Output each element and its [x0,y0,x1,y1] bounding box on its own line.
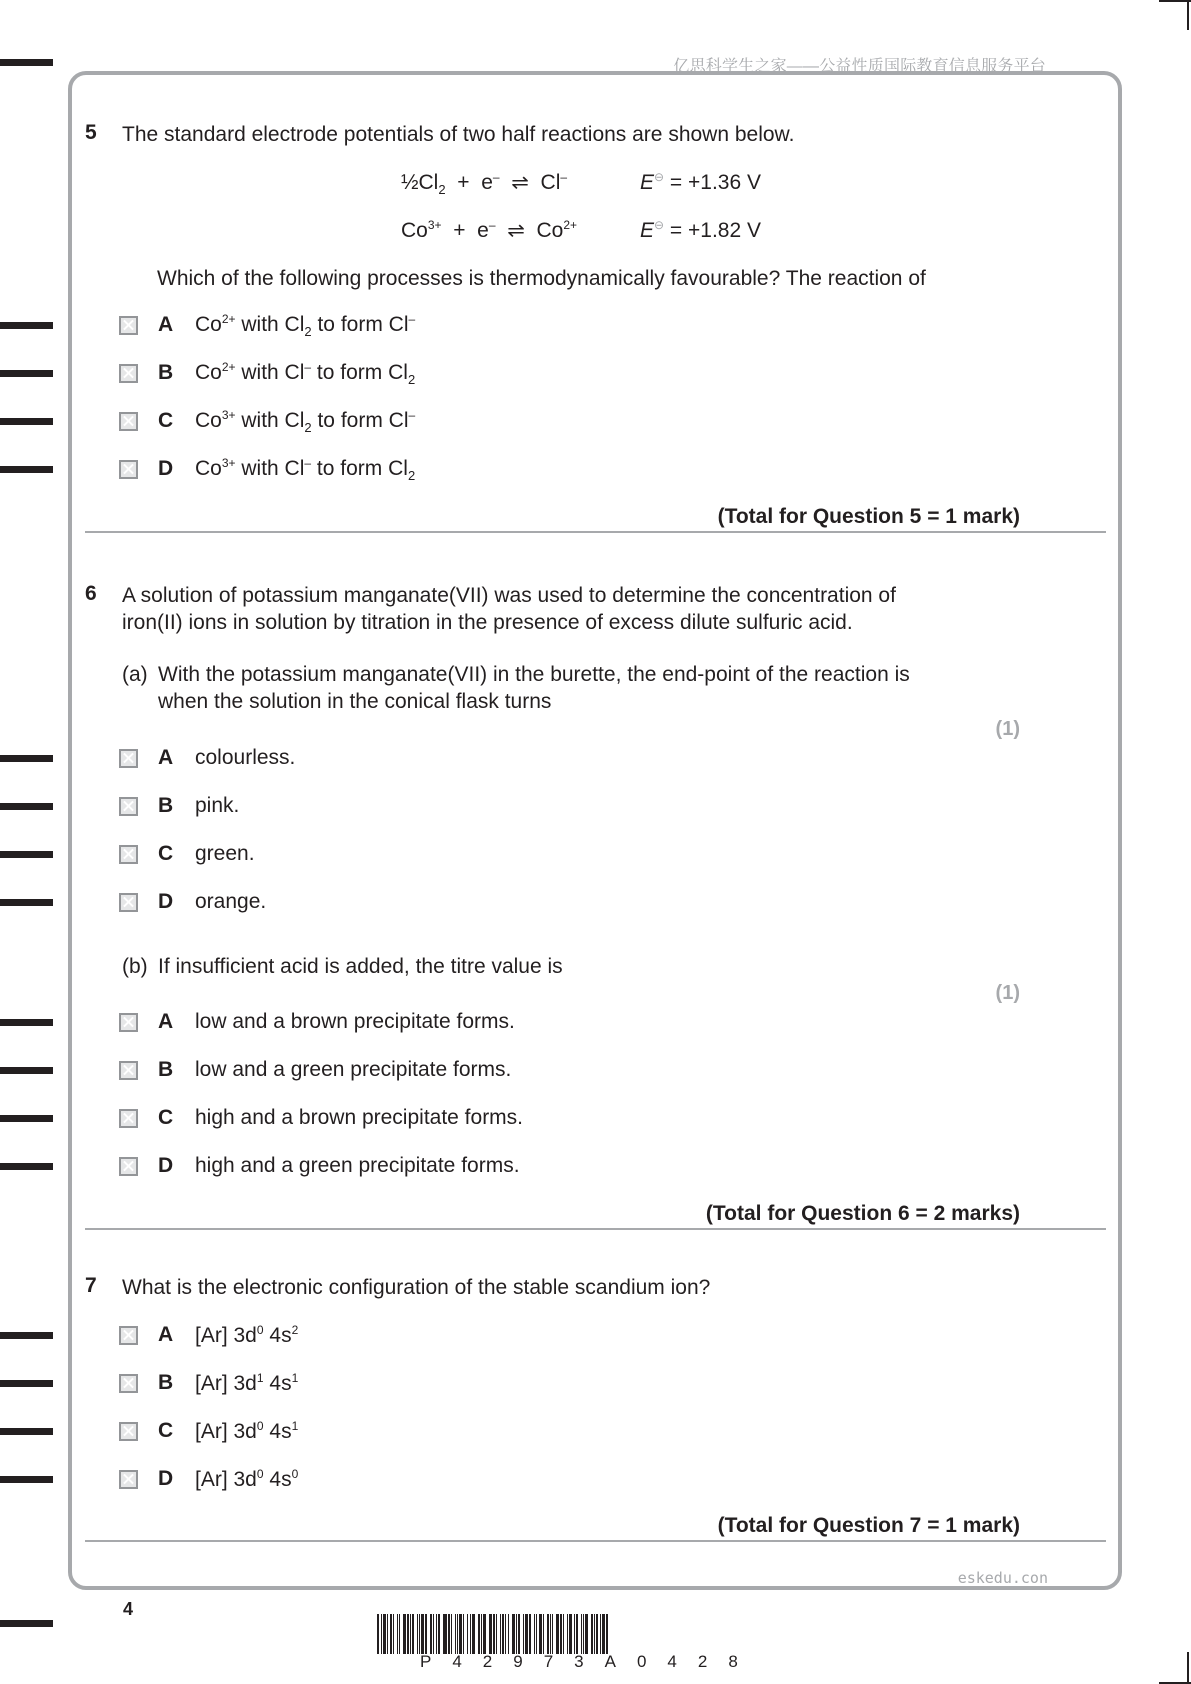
margin-mark [0,803,53,810]
q7-option-b[interactable]: B [Ar] $3d^1$ $4s^1$ [119,1369,138,1397]
margin-mark [0,755,53,762]
question-5-number: 5 [85,121,97,144]
q7-option-d[interactable]: D [Ar] $3d^0$ $4s^0$ [119,1465,138,1493]
answer-checkbox[interactable] [119,749,138,768]
question-7-stem: What is the electronic configuration of the stable scandium ion? [122,1276,711,1299]
q6b-option-b[interactable]: B low and a green precipitate forms. [119,1056,138,1084]
part-b-label: (b) [122,955,148,978]
q6b-option-a[interactable]: A low and a brown precipitate forms. [119,1008,138,1036]
answer-checkbox[interactable] [119,1422,138,1441]
q6b-option-c[interactable]: C high and a brown precipitate forms. [119,1104,138,1132]
barcode-number: P42973A0428 [420,1652,759,1671]
part-b-marks: (1) [995,982,1020,1004]
margin-mark [0,851,53,858]
margin-mark [0,1019,53,1026]
page-number: 4 [123,1599,134,1619]
answer-checkbox[interactable] [119,1470,138,1489]
answer-checkbox[interactable] [119,460,138,479]
margin-mark [0,1476,53,1483]
q6a-option-d[interactable]: D orange. [119,888,138,916]
question-5-prompt: Which of the following processes is thermodynamically favourable? The reaction of [157,267,926,290]
question-7-number: 7 [85,1274,97,1297]
q6a-option-a[interactable]: A colourless. [119,744,138,772]
q6b-option-d[interactable]: D high and a green precipitate forms. [119,1152,138,1180]
footer-watermark: eskedu.con [957,1569,1048,1587]
question-5-stem: The standard electrode potentials of two half reactions are shown below. [122,123,795,146]
answer-checkbox[interactable] [119,364,138,383]
margin-mark [0,1067,53,1074]
margin-mark [0,1115,53,1122]
answer-checkbox[interactable] [119,797,138,816]
margin-mark [0,322,53,329]
q6a-option-b[interactable]: B pink. [119,792,138,820]
section-divider [85,1228,1106,1230]
answer-checkbox[interactable] [119,1157,138,1176]
part-a-label: (a) [122,663,148,686]
margin-mark [0,1428,53,1435]
header-watermark: 亿思科学生之家——公益性质国际教育信息服务平台 [673,58,1046,75]
question-5-total: (Total for Question 5 = 1 mark) [717,505,1020,528]
answer-checkbox[interactable] [119,1109,138,1128]
crop-mark-top-right-v [1187,0,1189,30]
q5-option-a[interactable]: A $Co^{2+}$ with $Cl_2$ to form Cl– [119,311,138,339]
part-a-line-2: when the solution in the conical flask turns [158,690,552,713]
question-6-total: (Total for Question 6 = 2 marks) [705,1202,1020,1225]
q7-option-a[interactable]: A [Ar] $3d^0$ $4s^2$ [119,1321,138,1349]
answer-checkbox[interactable] [119,412,138,431]
answer-checkbox[interactable] [119,845,138,864]
margin-mark [0,1163,53,1170]
margin-mark [0,1620,53,1627]
margin-mark [0,370,53,377]
q7-option-c[interactable]: C [Ar] $3d^0$ $4s^1$ [119,1417,138,1445]
margin-mark [0,59,53,66]
half-equation-cobalt: $Co^{3+} + e^-$ ⇌ $Co^{2+}$ [401,218,578,242]
standard-state-icon: ⊖ [654,170,665,184]
margin-mark [0,1380,53,1387]
equilibrium-arrow-icon: ⇌ [511,171,529,194]
part-a-marks: (1) [995,718,1020,740]
margin-mark [0,466,53,473]
electrode-potential-cobalt: E⊖ = +1.82 V [640,218,761,242]
q6a-option-c[interactable]: C green. [119,840,138,868]
answer-checkbox[interactable] [119,1374,138,1393]
section-divider [85,531,1106,533]
half-equation-chlorine: $\frac{1}{2}Cl_2 + e^-$ ⇌ Cl– [401,170,568,197]
part-b-line-1: If insufficient acid is added, the titre value is [158,955,563,978]
question-6-stem-line-2: iron(II) ions in solution by titration in the presence of excess dilute sulfuric acid. [122,611,853,634]
crop-mark-bottom-right-v [1187,1652,1189,1684]
section-divider [85,1540,1106,1542]
part-a-line-1: With the potassium manganate(VII) in the burette, the end-point of the reaction is [158,663,910,686]
electrode-potential-chlorine: E⊖ = +1.36 V [640,170,761,194]
margin-mark [0,899,53,906]
answer-checkbox[interactable] [119,1013,138,1032]
margin-mark [0,1332,53,1339]
question-6-stem-line-1: A solution of potassium manganate(VII) was used to determine the concentration of [122,584,896,607]
answer-checkbox[interactable] [119,893,138,912]
margin-mark [0,418,53,425]
answer-checkbox[interactable] [119,1061,138,1080]
equilibrium-arrow-icon: ⇌ [507,219,525,242]
question-7-total: (Total for Question 7 = 1 mark) [717,1514,1020,1537]
barcode-icon [377,1614,811,1654]
q5-option-d[interactable]: D $Co^{3+}$ with Cl– to form $Cl_2$ [119,455,138,483]
question-frame [68,71,1122,1590]
q5-option-c[interactable]: C $Co^{3+}$ with $Cl_2$ to form Cl– [119,407,138,435]
answer-checkbox[interactable] [119,1326,138,1345]
question-6-number: 6 [85,582,97,605]
q5-option-b[interactable]: B $Co^{2+}$ with Cl– to form $Cl_2$ [119,359,138,387]
answer-checkbox[interactable] [119,316,138,335]
standard-state-icon: ⊖ [654,218,665,232]
